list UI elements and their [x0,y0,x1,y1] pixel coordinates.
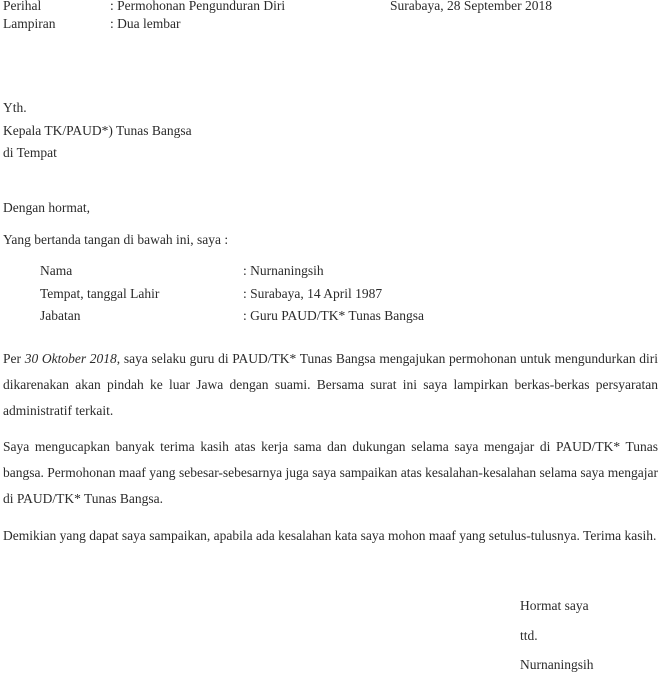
field-ttl [40,286,382,302]
closing-regards: Hormat saya [520,598,589,613]
perihal-row [3,0,285,14]
paragraph-1 [3,346,658,424]
recipient-line-1: Yth. [3,100,27,115]
recipient-line-3: di Tempat [3,145,57,160]
intro-line: Yang bertanda tangan di bawah ini, saya : [3,232,229,247]
field-nama [40,263,324,279]
field-value: : Surabaya, 14 April 1987 [243,286,383,301]
perihal-value: : Permohonan Pengunduran Diri [110,0,286,13]
signer-name: Nurnaningsih [520,657,594,672]
lampiran-value: : Dua lembar [110,16,181,31]
field-label: Tempat, tanggal Lahir [40,286,160,301]
lampiran-label: Lampiran [3,16,56,31]
field-value: : Guru PAUD/TK* Tunas Bangsa [243,308,425,323]
salutation: Dengan hormat, [3,200,90,215]
recipient-line-2: Kepala TK/PAUD*) Tunas Bangsa [3,123,192,138]
place-date: Surabaya, 28 September 2018 [390,0,552,13]
paragraph-3: Demikian yang dapat saya sampaikan, apabila ada kesalahan kata saya mohon maaf yang setulus-tulusnya. Terima kasih. [3,528,657,543]
lampiran-row [3,16,180,32]
field-value: : Nurnaningsih [243,263,324,278]
paragraph-1-prefix: Per [3,351,25,366]
perihal-label: Perihal [3,0,42,13]
paragraph-2: Saya mengucapkan banyak terima kasih atas kerja sama dan dukungan selama saya mengajar di PAUD/TK* Tunas bangsa. Permohonan maaf yang sebesar-sebesarnya juga saya sampaikan atas kesalahan-kesalahan selama saya mengajar di PAUD/TK* Tunas Bangsa. [3,439,658,506]
paragraph-1-rest: , saya selaku guru di PAUD/TK* Tunas Bangsa mengajukan permohonan untuk mengundurkan diri dikarenakan akan pindah ke luar Jawa dengan suami. Bersama surat ini saya lampirkan berkas-berkas persyaratan administratif terkait. [3,351,659,418]
paragraph-1-date: 30 Oktober 2018 [24,351,117,366]
field-jabatan [40,308,424,324]
field-label: Nama [40,263,73,278]
field-label: Jabatan [40,308,81,323]
closing-ttd: ttd. [520,628,538,643]
